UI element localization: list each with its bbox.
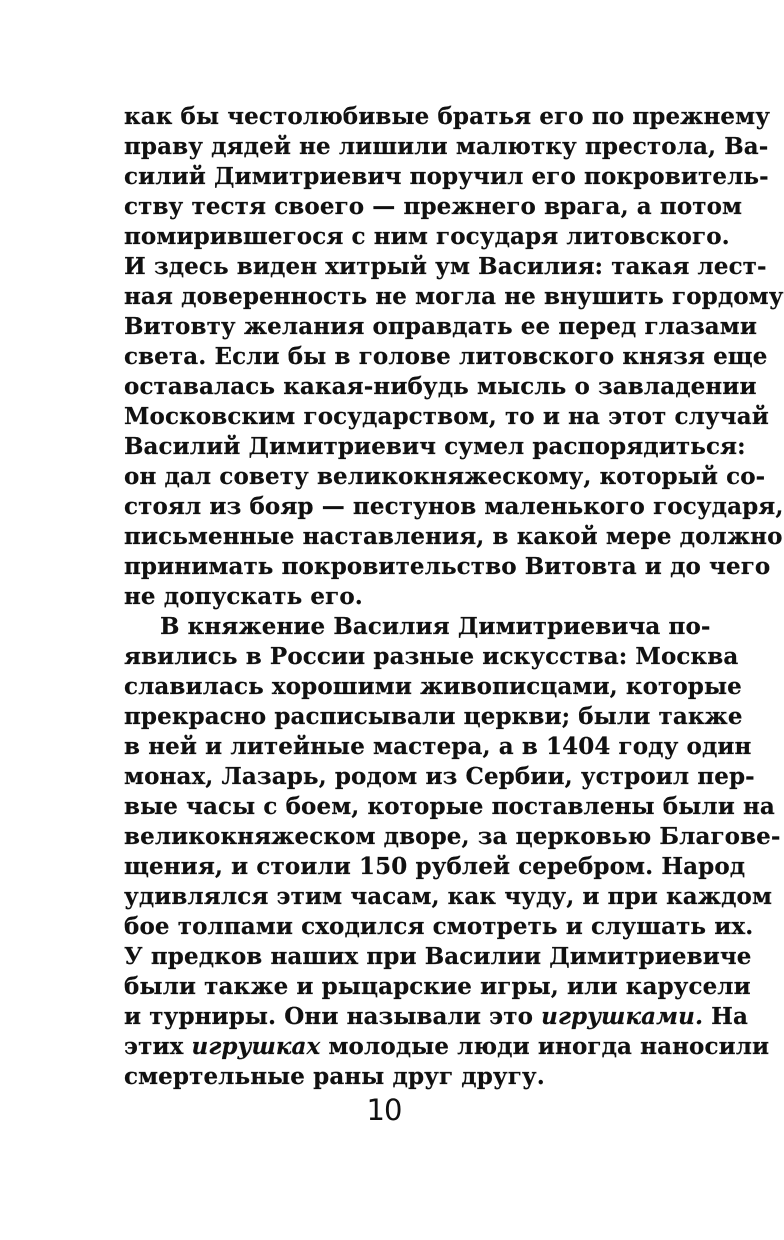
text-run: На <box>703 1003 749 1030</box>
text-line: прекрасно расписывали церкви; были также <box>124 703 743 730</box>
text-line: силий Димитриевич поручил его покровитель- <box>124 163 769 190</box>
text-line: бое толпами сходился смотреть и слушать их. <box>124 913 754 940</box>
text-line: письменные наставления, в какой мере должно <box>124 523 783 550</box>
text-line: удивлялся этим часам, как чуду, и при каждом <box>124 883 773 910</box>
text-line: света. Если бы в голове литовского князя еще <box>124 343 768 370</box>
page-number: 10 <box>366 1093 402 1127</box>
text-line: помирившегося с ним государя литовского. <box>124 223 730 250</box>
text-line: Витовту желания оправдать ее перед глазами <box>124 313 757 340</box>
text-line: не допускать его. <box>124 583 363 610</box>
text-line <box>124 1002 749 1032</box>
text-line: И здесь виден хитрый ум Василия: такая лест- <box>124 253 767 280</box>
body-text <box>124 102 784 1092</box>
text-line: он дал совету великокняжескому, который со- <box>124 463 766 490</box>
text-line: были также и рыцарские игры, или карусели <box>124 973 751 1000</box>
text-line: смертельные раны друг другу. <box>124 1063 545 1090</box>
text-line: оставалась какая-нибудь мысль о завладении <box>124 373 757 400</box>
text-line: явились в России разные искусства: Москва <box>124 643 739 670</box>
italic-term: игрушками. <box>541 1003 704 1030</box>
text-line: щения, и стоили 150 рублей серебром. Народ <box>124 853 746 880</box>
text-line: ная доверенность не могла не внушить гордому <box>124 283 784 310</box>
text-line <box>124 1032 770 1062</box>
text-run: молодые люди иногда наносили <box>320 1033 770 1060</box>
text-line: Василий Димитриевич сумел распорядиться: <box>124 433 746 460</box>
text-line: в ней и литейные мастера, а в 1404 году один <box>124 733 752 760</box>
text-line: праву дядей не лишили малютку престола, Ва- <box>124 133 769 160</box>
text-line: славилась хорошими живописцами, которые <box>124 673 742 700</box>
paragraph <box>124 612 781 1092</box>
text-line: как бы честолюбивые братья его по прежнему <box>124 103 771 130</box>
text-line: монах, Лазарь, родом из Сербии, устроил пер- <box>124 763 755 790</box>
text-line: стоял из бояр — пестунов маленького государя, <box>124 493 784 520</box>
text-line: принимать покровительство Витовта и до чего <box>124 553 771 580</box>
text-line: В княжение Василия Димитриевича по- <box>160 613 711 640</box>
text-run: этих <box>124 1033 192 1060</box>
text-line: вые часы с боем, которые поставлены были на <box>124 793 775 820</box>
text-line: Московским государством, то и на этот случай <box>124 403 769 430</box>
italic-term: игрушках <box>191 1033 321 1060</box>
text-line: У предков наших при Василии Димитриевиче <box>124 943 752 970</box>
text-line: ству тестя своего — прежнего врага, а потом <box>124 193 743 220</box>
text-line: великокняжеском дворе, за церковью Благове- <box>124 823 781 850</box>
paragraph <box>124 102 784 612</box>
text-run: и турниры. Они называли это <box>124 1003 542 1030</box>
